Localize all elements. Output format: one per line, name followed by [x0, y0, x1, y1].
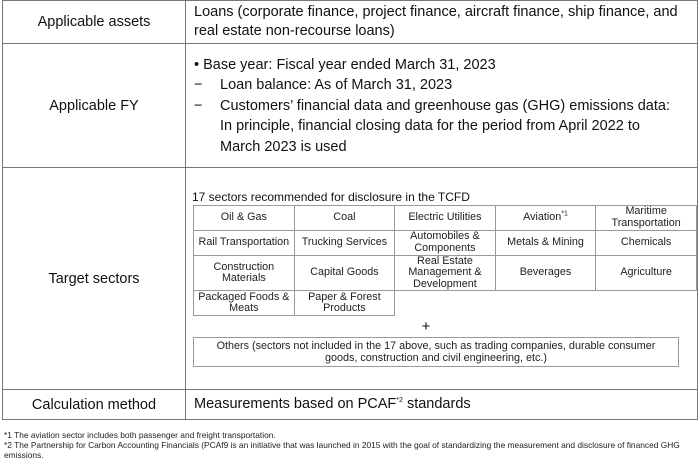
sector-cell: Maritime Transportation [596, 205, 697, 230]
sector-cell: Construction Materials [194, 255, 295, 291]
row-applicable-fy [3, 44, 698, 168]
sector-row [194, 291, 697, 316]
footnote-1: *1 The aviation sector includes both passenger and freight transportation. [4, 430, 276, 440]
sector-cell: Beverages [495, 255, 596, 291]
others-box [193, 337, 679, 367]
label-target-sectors: Target sectors [3, 168, 186, 390]
sector-cell: Agriculture [596, 255, 697, 291]
sector-cell: Paper & Forest Products [294, 291, 394, 316]
calc-text-pre: Measurements based on PCAF [194, 396, 397, 412]
row-calculation-method [3, 390, 698, 420]
loan-balance-text: Loan balance: As of March 31, 2023 [220, 77, 453, 94]
calc-text-post: standards [402, 396, 471, 412]
dash-bullet: − [194, 97, 203, 114]
value-calculation-method [186, 390, 698, 420]
sector-cell: Electric Utilities [395, 205, 496, 230]
empty-cell [596, 291, 697, 316]
sector-grid [193, 205, 697, 317]
row-target-sectors [3, 168, 698, 390]
sector-cell: Capital Goods [294, 255, 394, 291]
sector-cell: Real Estate Management & Development [395, 255, 496, 291]
disclosure-table [2, 0, 698, 420]
sector-row [194, 230, 697, 255]
sector-row [194, 255, 697, 291]
tcfd-sectors-title: 17 sectors recommended for disclosure in the TCFD [192, 189, 470, 204]
customers-text-1: Customers’ financial data and greenhouse gas (GHG) emissions data: [220, 97, 670, 114]
sector-row [194, 205, 697, 230]
sector-cell: Trucking Services [294, 230, 394, 255]
customers-line [194, 96, 697, 117]
aviation-text: Aviation [523, 211, 562, 223]
sector-cell: Metals & Mining [495, 230, 596, 255]
plus-sign: + [421, 318, 431, 336]
sector-cell: Automobiles & Components [395, 230, 496, 255]
base-year-text: • Base year: Fiscal year ended March 31, 2023 [194, 56, 496, 73]
sector-cell: Rail Transportation [194, 230, 295, 255]
sector-cell: Coal [294, 205, 394, 230]
value-target-sectors [186, 168, 698, 390]
others-text: Others (sectors not included in the 17 above, such as trading companies, durable consumer goods, construction and civil engineering, etc.) [216, 339, 656, 365]
sector-cell-aviation [495, 205, 596, 230]
base-year-line [194, 55, 697, 76]
footnotes [4, 430, 696, 460]
sector-cell: Oil & Gas [194, 205, 295, 230]
loan-balance-line [194, 75, 697, 96]
value-applicable-fy [186, 44, 698, 168]
row-applicable-assets [3, 1, 698, 44]
label-applicable-fy: Applicable FY [3, 44, 186, 168]
footnote-mark-2: *2 [396, 397, 403, 405]
customers-text-2: In principle, financial closing data for the period from April 2022 to [220, 118, 640, 135]
label-applicable-assets: Applicable assets [3, 1, 186, 44]
sector-cell: Chemicals [596, 230, 697, 255]
dash-bullet: − [194, 77, 203, 94]
value-applicable-assets: Loans (corporate finance, project finance, aircraft finance, ship finance, and real estate non-recourse loans) [186, 1, 698, 44]
label-calculation-method: Calculation method [3, 390, 186, 420]
empty-cell [495, 291, 596, 316]
footnote-2: *2 The Partnership for Carbon Accounting Financials (PCAf9 is an initiative that was launched in 2015 with the goal of standardizing the measurement and disclosure of financed GHG emissions. [4, 440, 680, 460]
footnote-mark-1: *1 [561, 210, 568, 218]
empty-cell [395, 291, 496, 316]
sector-cell: Packaged Foods & Meats [194, 291, 295, 316]
customers-text-3: March 2023 is used [220, 138, 347, 155]
